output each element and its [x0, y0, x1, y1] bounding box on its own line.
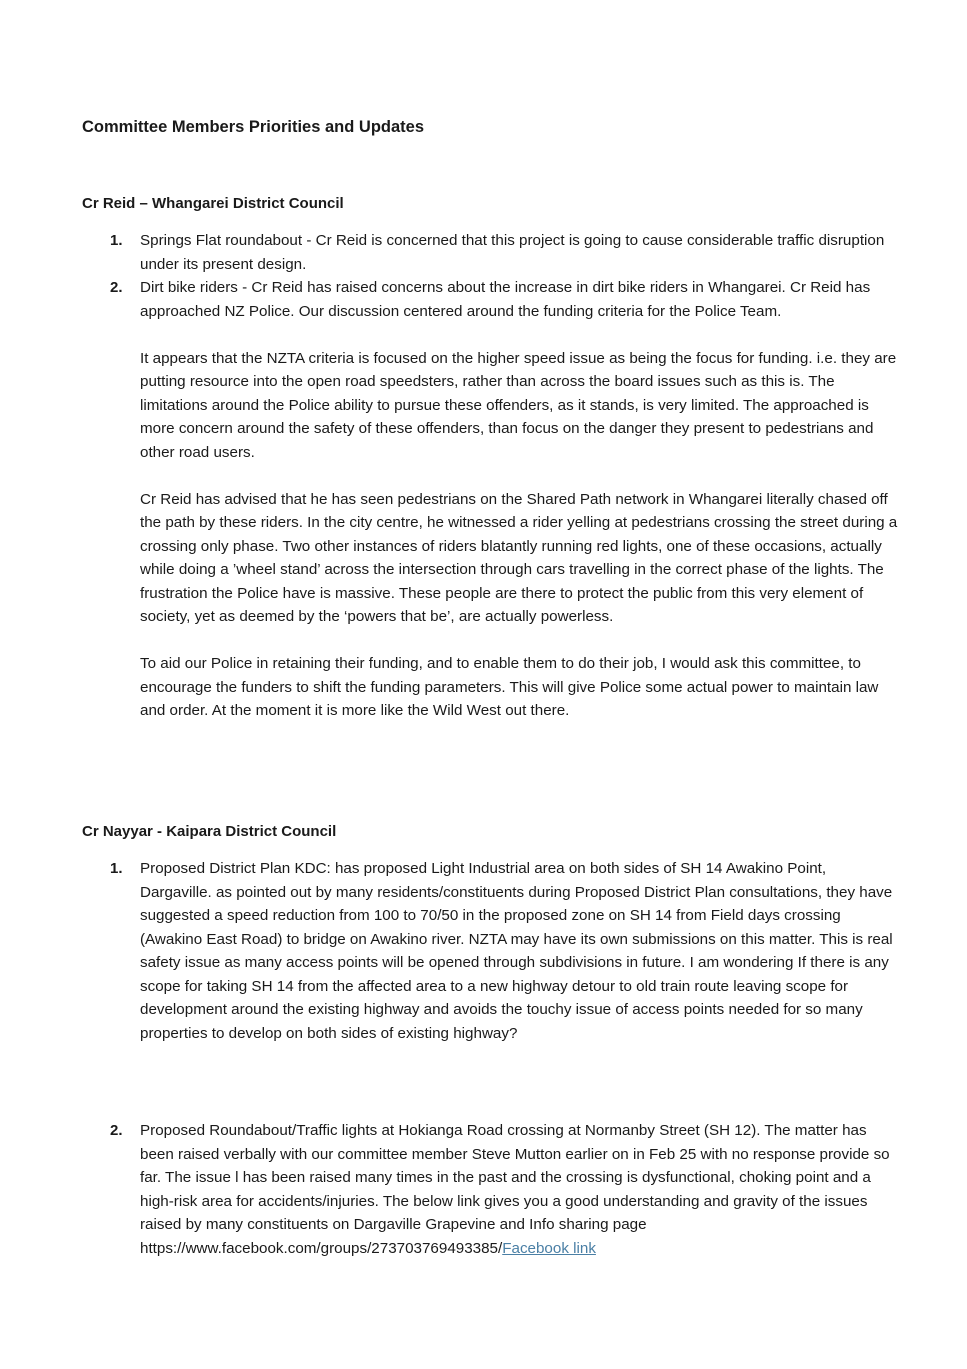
paragraph: Springs Flat roundabout - Cr Reid is concerned that this project is going to cause considerable traffic disruption under its present design.: [140, 232, 885, 273]
list-item: [82, 1119, 902, 1260]
cr-nayyar-list-2: [82, 1119, 902, 1260]
paragraph: It appears that the NZTA criteria is focused on the higher speed issue as being the focus for funding. i.e. they are putting resource into the open road speedsters, rather than across the board issues such as this is. The limitations around the Police ability to pursue these offenders, as it stands, is very limited. The approached is more concern around the safety of these offenders, than focus on the danger they present to pedestrians and other road users.: [140, 349, 897, 461]
list-number: 2.: [110, 279, 123, 296]
list-number: 2.: [110, 1122, 123, 1139]
section-heading-cr-reid: Cr Reid – Whangarei District Council: [82, 195, 344, 212]
page-title: Committee Members Priorities and Updates: [82, 118, 425, 136]
paragraph: Proposed Roundabout/Traffic lights at Hokianga Road crossing at Normanby Street (SH 12). The matter has been raised verbally with our committee member Steve Mutton earlier on in Feb 25 with no response provide so far. The issue l has been raised many times in the past and the crossing is dysfunctional, choking point and a high-risk area for accidents/injuries. The below link gives you a good understanding and gravity of the issues raised by many constituents on Dargaville Grapevine and Info sharing page: [140, 1122, 890, 1233]
paragraph: Dirt bike riders - Cr Reid has raised concerns about the increase in dirt bike riders in Whangarei. Cr Reid has approached NZ Police. Our discussion centered around the funding criteria for the Police Team.: [140, 279, 871, 320]
cr-nayyar-list-1: [82, 857, 902, 1045]
facebook-link[interactable]: Facebook link: [502, 1239, 596, 1257]
list-number: 1.: [110, 232, 123, 249]
list-item: [82, 229, 902, 276]
list-item: [82, 857, 902, 1045]
paragraph: Cr Reid has advised that he has seen pedestrians on the Shared Path network in Whangarei literally chased off the path by these riders. In the city centre, he witnessed a rider yelling at pedestrians crossing the street during a crossing only phase. Two other instances of riders blatantly running red lights, one of these occasions, actually while doing a ’wheel stand’ across the intersection through cars travelling in the correct phase of the lights. The frustration the Police have is massive. These people are there to protect the public from this very element of society, yet as deemed by the ‘powers that be’, are actually powerless.: [140, 490, 898, 625]
list-item: [82, 276, 902, 723]
list-number: 1.: [110, 860, 123, 877]
facebook-url: https://www.facebook.com/groups/273703769493385/: [140, 1239, 503, 1257]
section-heading-cr-nayyar: Cr Nayyar - Kaipara District Council: [82, 823, 337, 840]
cr-reid-list: [82, 229, 902, 723]
url-line: [140, 1237, 902, 1261]
paragraph: To aid our Police in retaining their funding, and to enable them to do their job, I would ask this committee, to encourage the funders to shift the funding parameters. This will give Police some actual power to maintain law and order. At the moment it is more like the Wild West out there.: [140, 655, 879, 719]
paragraph: Proposed District Plan KDC: has proposed Light Industrial area on both sides of SH 14 Awakino Point, Dargaville. as pointed out by many residents/constituents during Proposed District Plan consultations, they have suggested a speed reduction from 100 to 70/50 in the proposed zone on SH 14 from Field days crossing (Awakino East Road) to bridge on Awakino river. NZTA may have its own submissions on this matter. This is real safety issue as many access points will be opened through subdivisions in future. I am wondering If there is any scope for taking SH 14 from the affected area to a new highway detour to old train route leaving scope for development around the existing highway and avoids the touchy issue of access points needed for so many properties to develop on both sides of existing highway?: [140, 860, 893, 1042]
